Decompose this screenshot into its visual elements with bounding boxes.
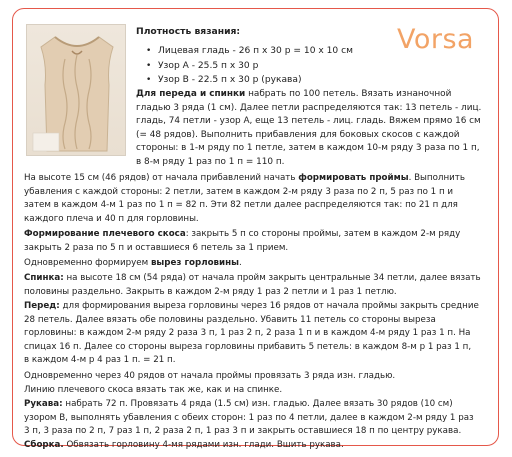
shoulder-heading: Формирование плечевого скоса [24, 229, 186, 239]
text-line: узором В, выполнять убавления с обеих сторон: 1 раз по 4 петли, далее в каждом 2-м ряду 1 раз [24, 412, 474, 423]
text-line: набрать 72 п. Провязать 4 ряда (1.5 см) изн. гладью. Далее вязать 30 рядов (10 см) [62, 399, 453, 409]
neck-section [24, 257, 242, 271]
text-line: 28 петель. Далее вязать обе половины раздельно. Убавить 11 петель со стороны выреза [24, 314, 436, 325]
gauge-list [158, 44, 353, 88]
text-line: на высоте 18 см (54 ряда) от начала пройм закрыть центральные 34 петли, далее вязать [63, 273, 481, 283]
gauge-item: • Лицевая гладь - 26 п х 30 р = 10 х 10 см [158, 44, 353, 59]
text-line: в 8-м ряду 1 раз по 1 п = 110 п. [136, 156, 285, 167]
sweater-photo [26, 24, 126, 156]
text-line: . [238, 258, 242, 268]
text-line: затем в каждом 4-м 1 раз по 1 п = 82 п. Эти 82 петли далее распределяются так: по 21 п для [24, 200, 458, 211]
text-line: Одновременно формируем [24, 258, 151, 268]
sleeve-heading: Рукава: [24, 399, 63, 409]
text-line: Одновременно через 40 рядов от начала проймы провязать 3 ряда изн. гладью. [24, 371, 396, 381]
text-line: закрыть 2 раза по 5 п и оставшиеся 6 петель за 1 прием. [24, 242, 289, 253]
text-line: . Выполнить [408, 173, 465, 183]
armhole-heading: формировать проймы [298, 173, 409, 183]
front-section [24, 300, 479, 368]
assembly-heading: Сборка. [24, 439, 64, 450]
front-heading: Перед: [24, 301, 60, 311]
armhole-section [24, 172, 465, 226]
text-line: гладь, 74 петли - узор А, еще 13 петель - лиц. гладь. Вяжем прямо 16 см [136, 116, 481, 127]
text-line: : закрыть 5 п со стороны проймы, затем в каждом 2-м ряду [185, 229, 461, 239]
text-line: 3 п, 3 раза по 2 п, 7 раз 1 п, 2 раза 2 п, 1 раз 3 п и закрыть оставшиеся 18 п по центру рукава. [24, 426, 462, 437]
text-line: На высоте 15 см (46 рядов) от начала прибавлений начать [24, 173, 299, 183]
sleeve-section [24, 398, 474, 452]
front-back-section [136, 88, 481, 170]
text-line: каждого плеча и 40 п для горловины. [24, 213, 199, 224]
text-line: (= 48 рядов). Выполнить прибавления для боковых скосов с каждой [136, 129, 460, 140]
brand-logo: Vorsa [397, 24, 475, 55]
text-line: половины раздельно. Закрыть в каждом 2-м ряду 1 раз 2 петли и 1 раз 1 петлю. [24, 286, 397, 297]
text-line: спицах 16 п. Далее со стороны выреза горловины прибавить 5 петель: в каждом 8-м р 1 раз 1 п, [24, 341, 472, 352]
text-line: Обвязать горловину 4-мя рядами изн. глади. Вшить рукава. [63, 439, 344, 450]
text-line: для формирования выреза горловины через 16 рядов от начала проймы закрыть средние [59, 301, 479, 311]
shoulder-section [24, 228, 460, 255]
text-line: гладью 3 ряда (1 см). Далее петли распределяются так: 13 петель - лиц. [136, 102, 482, 113]
text-line: стороны: в 1-м ряду по 1 петле, затем в каждом 10-м ряду 3 раза по 1 п, [136, 143, 480, 154]
back-heading: Спинка: [24, 273, 64, 283]
text-line: Линию плечевого скоса вязать так же, как и на спинке. [24, 385, 283, 395]
text-line: убавления с каждой стороны: 2 петли, затем в каждом 2-м ряду 3 раза по 2 п, 5 раз по 1 п и [24, 186, 454, 197]
text-line: набрать по 100 петель. Вязать изнаночной [245, 89, 452, 99]
shoulder-line-note [24, 384, 282, 398]
gauge-title: Плотность вязания: [136, 26, 241, 37]
neck-heading: вырез горловины [150, 258, 239, 268]
assembly-line [24, 439, 474, 453]
text-line: горловины: в каждом 2-м ряду 2 раза 3 п, 1 раз 2 п, 2 раза 1 п и в каждом 4-м ряду 1 раз 1 п. На [24, 328, 471, 339]
gauge-item: • Узор А - 25.5 п х 30 р [158, 59, 353, 74]
simultaneous-note [24, 370, 395, 384]
text-line: в каждом 4-м р 4 раз 1 п. = 21 п. [24, 355, 176, 366]
gauge-item: • Узор В - 22.5 п х 30 р (рукава) [158, 73, 353, 88]
front-back-heading: Для переда и спинки [136, 89, 246, 99]
back-section [24, 272, 481, 299]
